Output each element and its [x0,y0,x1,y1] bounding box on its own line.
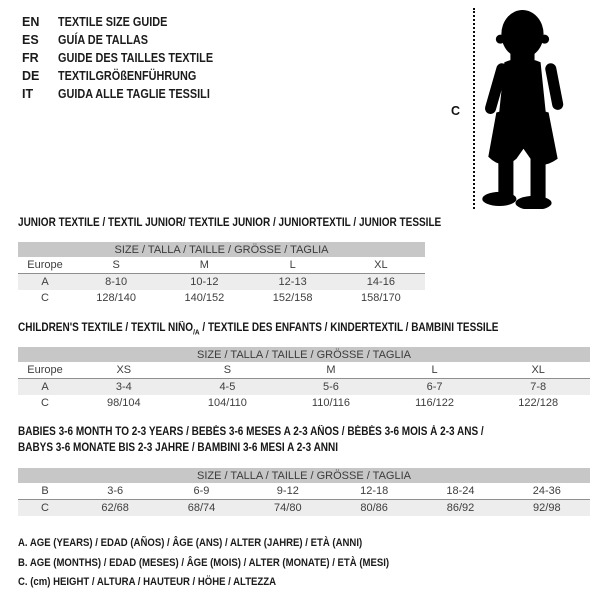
cell: 3-4 [72,379,176,396]
language-title: GUIDA ALLE TAGLIE TESSILI [58,87,210,101]
cell: 9-12 [245,483,331,500]
cell: 14-16 [337,274,425,291]
table-row [18,379,590,396]
language-title: TEXTILGRÖßENFÜHRUNG [58,69,197,83]
cell: 128/140 [96,292,136,304]
legend-line-b: B. AGE (MONTHS) / EDAD (MESES) / ÂGE (MOIS) / ALTER (MONATE) / ETÀ (MESI) [18,556,390,569]
cell: 12-13 [249,274,337,291]
baby-height-figure [440,2,600,214]
list-item [22,13,236,31]
row-label: Europe [18,362,72,379]
table-header-row [18,468,590,483]
junior-table-title: JUNIOR TEXTILE / TEXTIL JUNIOR/ TEXTILE JUNIOR / JUNIORTEXTIL / JUNIOR TESSILE [18,217,442,229]
cell: 80/86 [331,500,417,517]
cell: 10-12 [160,274,248,291]
toddler-silhouette-icon [480,8,576,209]
cell: 68/74 [158,500,244,517]
language-title: GUÍA DE TALLAS [58,33,149,47]
table-row [18,500,590,517]
row-label: Europe [18,257,72,274]
cell: M [279,362,383,379]
cell: 12-18 [331,483,417,500]
cell: XL [486,362,590,379]
junior-size-table [18,242,425,306]
row-label: A [18,274,72,291]
cell: 92/98 [504,500,590,517]
cell: 158/170 [360,292,401,304]
size-header-bar: SIZE / TALLA / TAILLE / GRÖSSE / TAGLIA [18,347,590,362]
cell: XS [72,362,176,379]
size-header-bar: SIZE / TALLA / TAILLE / GRÖSSE / TAGLIA [18,468,590,483]
table-row [18,290,425,306]
language-title-list [22,13,236,103]
cell: 7-8 [486,379,590,396]
measure-legend [18,534,445,593]
table-row [18,362,590,379]
size-header-bar: SIZE / TALLA / TAILLE / GRÖSSE / TAGLIA [18,242,425,257]
cell: 6-7 [383,379,487,396]
cell: 5-6 [279,379,383,396]
language-title: TEXTILE SIZE GUIDE [58,15,168,29]
list-item [22,49,236,67]
row-label: C [18,500,72,517]
row-label: A [18,379,72,396]
cell: 122/128 [518,397,559,409]
cell: M [160,257,248,274]
cell: 86/92 [417,500,503,517]
cell: 74/80 [245,500,331,517]
cell: 62/68 [72,500,158,517]
cell: L [249,257,337,274]
cell: 140/152 [184,292,225,304]
cell: 18-24 [417,483,503,500]
babies-size-table [18,468,590,516]
cell: 98/104 [106,397,141,409]
list-item [22,67,236,85]
cell: S [72,257,160,274]
table-row [18,274,425,291]
legend-line-a: A. AGE (YEARS) / EDAD (AÑOS) / ÂGE (ANS) / ALTER (JAHRE) / ETÀ (ANNI) [18,537,363,549]
cell: 24-36 [504,483,590,500]
row-label: B [18,483,72,500]
cell: 4-5 [176,379,280,396]
cell: 116/122 [415,397,455,409]
cell: L [383,362,487,379]
language-code: DE [22,69,40,83]
height-measure-label: C [451,104,461,118]
table-row [18,483,590,500]
row-label: C [41,292,49,304]
list-item [22,85,236,103]
children-table-title: CHILDREN'S TEXTILE / TEXTIL $NIÑO_{/A}$ / TEXTILE DES ENFANTS / KINDERTEXTIL / BAMBINI TESSILE [18,322,499,337]
cell: 3-6 [72,483,158,500]
cell: 8-10 [72,274,160,291]
language-code: FR [22,51,39,65]
children-size-table [18,347,590,411]
language-title: GUIDE DES TAILLES TEXTILE [58,51,214,65]
table-header-row [18,242,425,257]
list-item [22,31,236,49]
table-row [18,257,425,274]
cell: S [176,362,280,379]
language-code: IT [22,87,34,101]
language-code: EN [22,15,40,29]
language-code: ES [22,33,39,47]
cell: 6-9 [158,483,244,500]
babies-table-title: BABIES 3-6 MONTH TO 2-3 YEARS / BEBÉS 3-6 MESES A 2-3 AÑOS / BÉBÉS 3-6 MOIS À 2-3 ANS / BABYS 3-6 MONATE BIS 2-3 JAHRE / BAMBINI 3-6 MESI A 2-3 ANNI [18,426,484,454]
table-header-row [18,347,590,362]
legend-line-c: C. (cm) HEIGHT / ALTURA / HAUTEUR / HÖHE / ALTEZZA [18,576,277,588]
cell: 104/110 [207,397,247,409]
table-row [18,395,590,411]
cell: 110/116 [311,397,351,409]
row-label: C [41,397,49,409]
cell: XL [337,257,425,274]
height-measure-dotted-line [473,8,475,209]
cell: 152/158 [272,292,313,304]
